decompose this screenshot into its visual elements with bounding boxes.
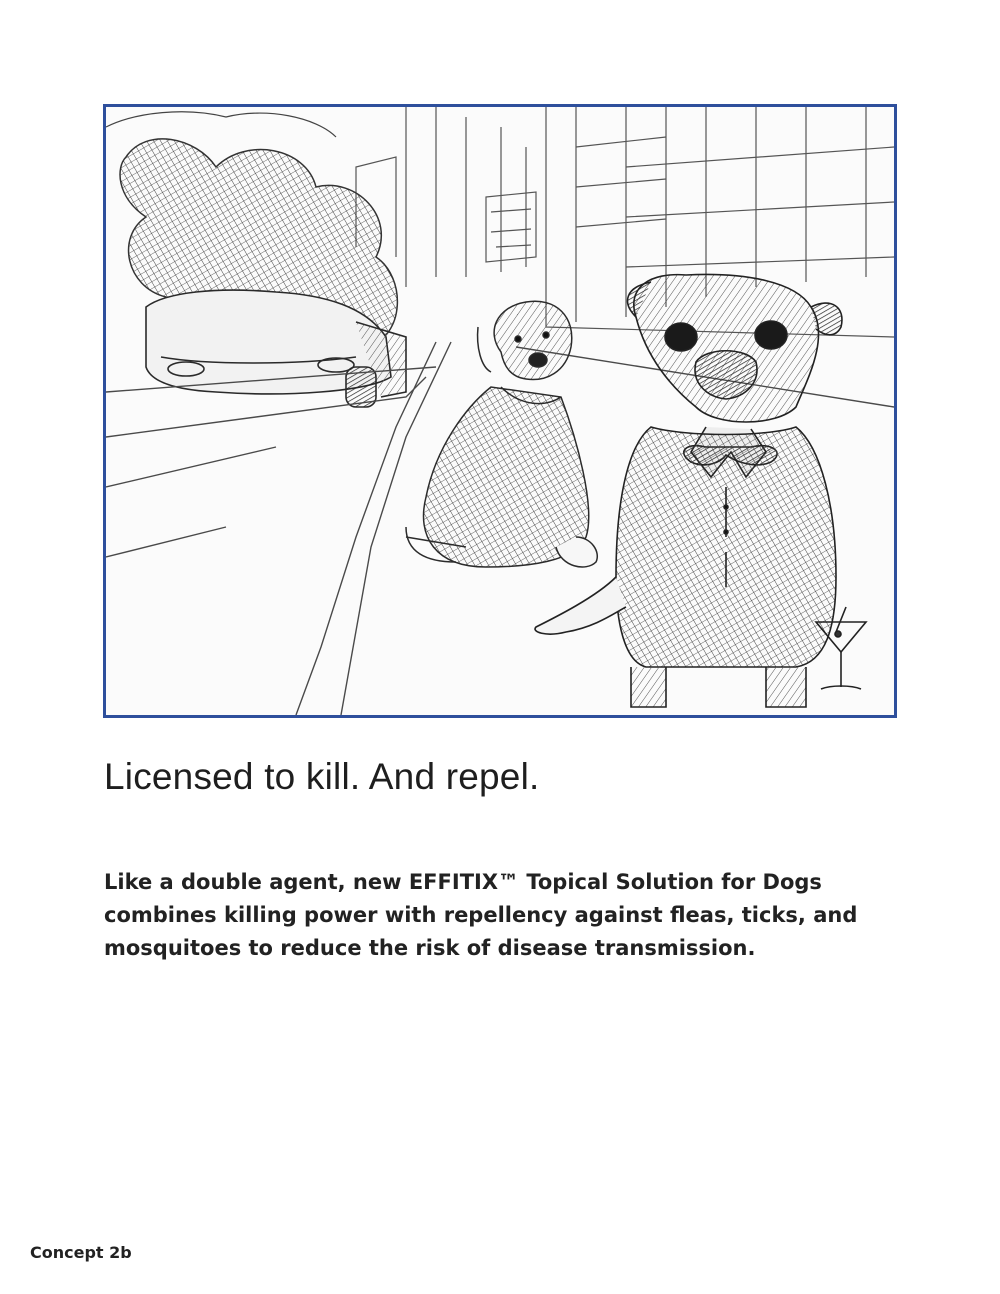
illustration-frame — [103, 104, 897, 718]
buildings — [356, 107, 894, 337]
small-dog — [406, 301, 597, 567]
body-copy: Like a double agent, new EFFITIX™ Topical Solution for Dogs combines killing power with repellency against fleas, ticks, and mosquitoes to reduce the risk of disease transmission. — [104, 870, 858, 960]
concept-label: Concept 2b — [30, 1243, 132, 1262]
sketch-illustration — [106, 107, 894, 715]
headline: Licensed to kill. And repel. — [104, 756, 540, 797]
